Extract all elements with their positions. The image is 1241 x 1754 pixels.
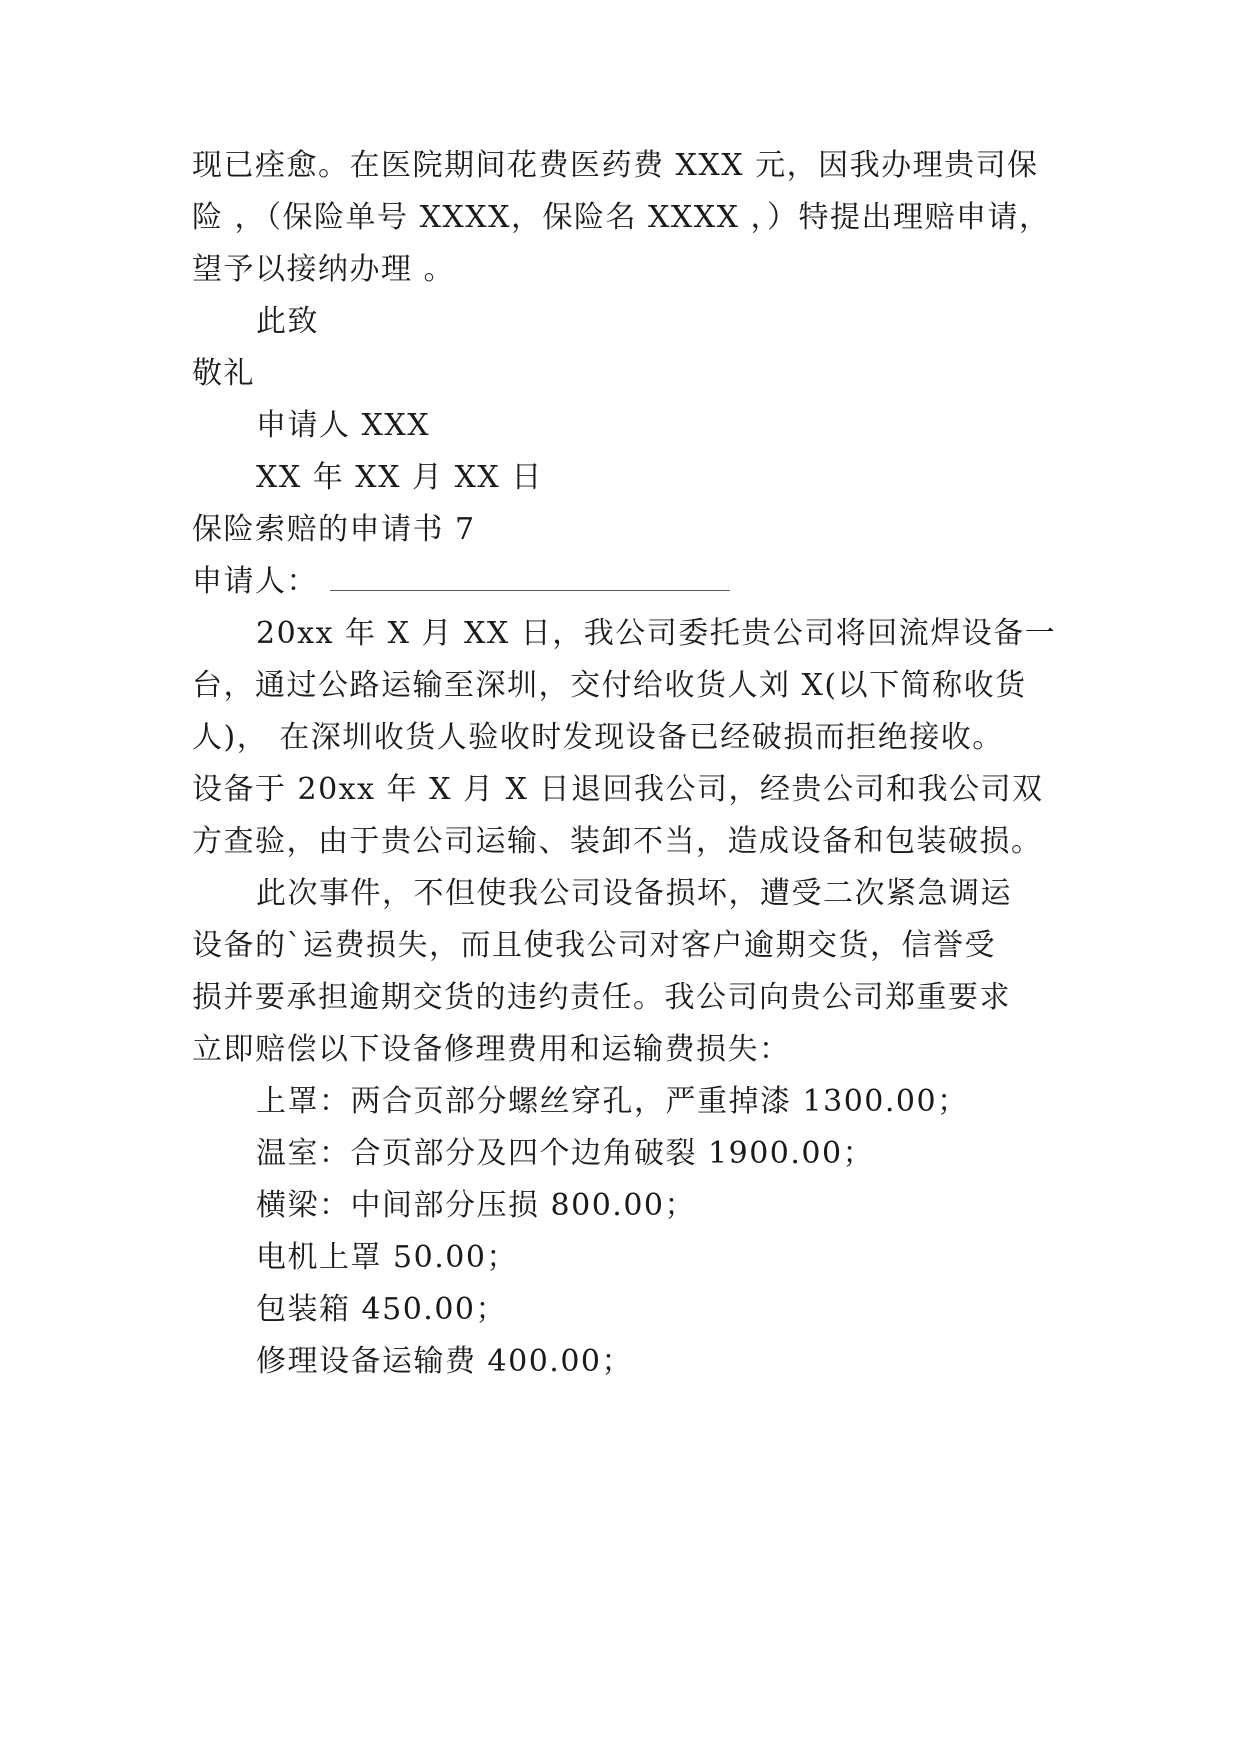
cost-item: 修理设备运输费 400.00； — [256, 1344, 634, 1379]
text-line: 方查验，由于贵公司运输、装卸不当，造成设备和包装破损。 — [192, 824, 1043, 859]
cost-item: 电机上罩 50.00； — [256, 1240, 518, 1275]
applicant-signature: 申请人 XXX — [256, 408, 431, 443]
applicant-blank-line — [330, 560, 730, 591]
cost-item: 上罩：两合页部分螺丝穿孔，严重掉漆 1300.00； — [256, 1084, 969, 1119]
closing-salutation: 此致 — [256, 304, 319, 339]
text-line: 20xx 年 X 月 XX 日，我公司委托贵公司将回流焊设备一 — [256, 616, 1057, 651]
text-line: 此次事件，不但使我公司设备损坏，遭受二次紧急调运 — [256, 876, 1012, 911]
text-line: 人)， 在深圳收货人验收时发现设备已经破损而拒绝接收。 — [192, 720, 1004, 755]
cost-item: 温室：合页部分及四个边角破裂 1900.00； — [256, 1136, 875, 1171]
section-title: 保险索赔的申请书 7 — [192, 512, 476, 547]
applicant-label: 申请人： — [192, 564, 318, 599]
text-line: 现已痊愈。在医院期间花费医药费 XXX 元，因我办理贵司保 — [192, 148, 1039, 183]
cost-item: 包装箱 450.00； — [256, 1292, 508, 1327]
text-line: 损并要承担逾期交货的违约责任。我公司向贵公司郑重要求 — [192, 980, 1011, 1015]
applicant-field-row — [192, 560, 1072, 604]
text-line: 设备的`运费损失，而且使我公司对客户逾期交货，信誉受 — [192, 928, 996, 963]
date-line: XX 年 XX 月 XX 日 — [256, 460, 543, 495]
cost-item: 横梁：中间部分压损 800.00； — [256, 1188, 697, 1223]
text-line: 台，通过公路运输至深圳，交付给收货人刘 X(以下简称收货 — [192, 668, 1027, 703]
text-line: 设备于 20xx 年 X 月 X 日退回我公司，经贵公司和我公司双 — [192, 772, 1044, 807]
text-line: 望予以接纳办理 。 — [192, 252, 456, 287]
text-line: 险 ，（保险单号 XXXX，保险名 XXXX ，）特提出理赔申请， — [192, 200, 1051, 235]
closing-regards: 敬礼 — [192, 356, 255, 391]
text-line: 立即赔偿以下设备修理费用和运输费损失： — [192, 1032, 791, 1067]
